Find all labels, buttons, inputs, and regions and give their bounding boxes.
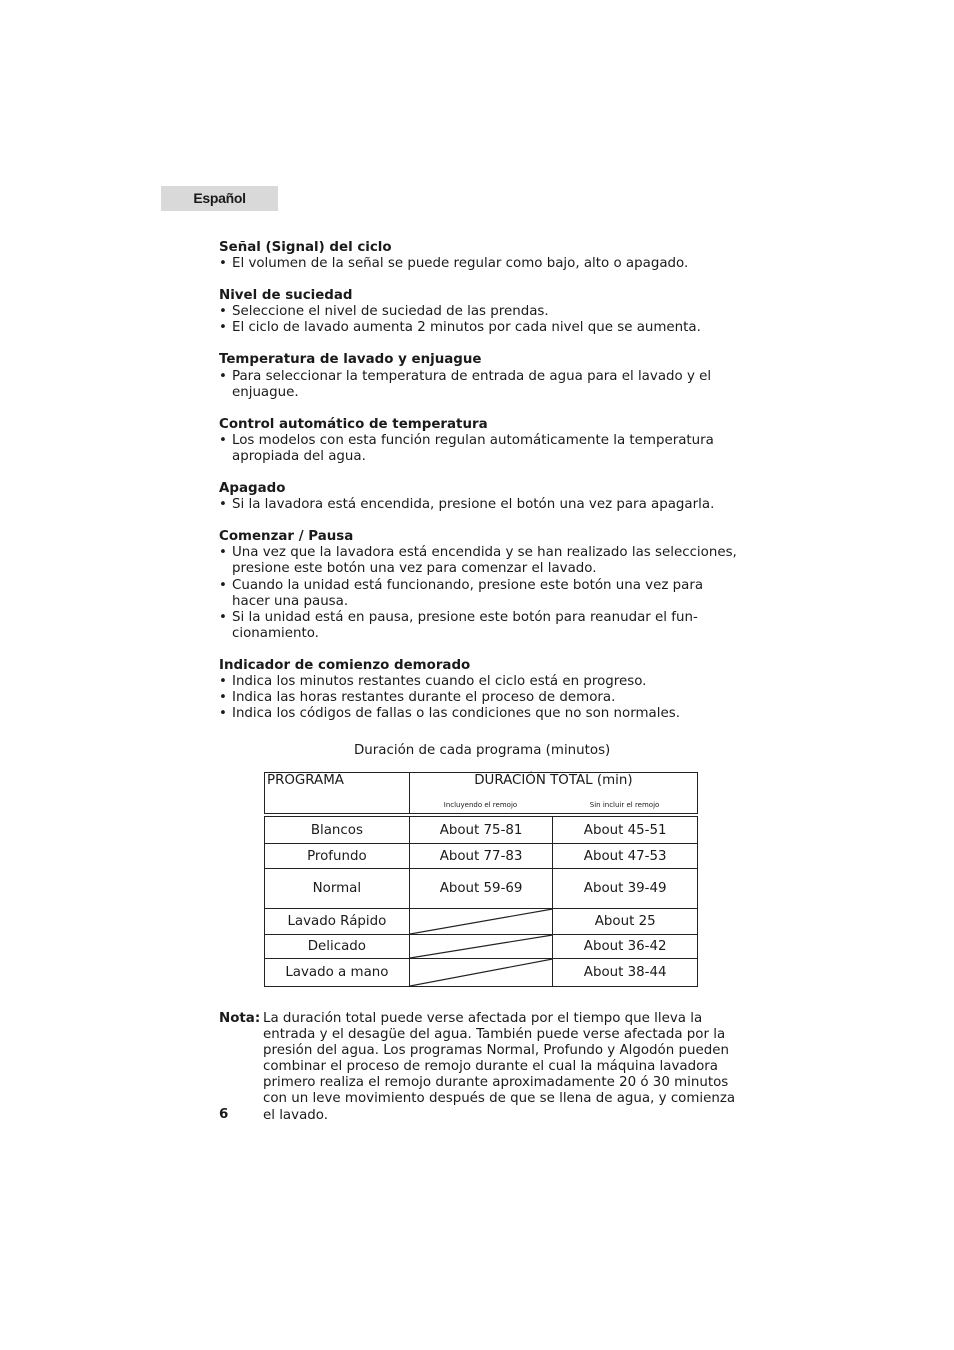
- header-duration-title: DURACIÓN TOTAL (min): [474, 773, 633, 788]
- program-cell: Lavado Rápido: [265, 909, 410, 935]
- diagonal-strike: [410, 909, 553, 934]
- without-soak-cell: About 45-51: [553, 817, 698, 844]
- bullet-item: • Cuando la unidad está funcionando, presione este botón una vez para hacer una pausa.: [219, 578, 739, 610]
- section-title: Nivel de suciedad: [219, 288, 353, 304]
- section-title: Indicador de comienzo demorado: [219, 657, 471, 673]
- with-soak-cell: About 77-83: [409, 844, 553, 869]
- diagonal-strike: [410, 935, 553, 958]
- note-block: [219, 1011, 739, 1124]
- with-soak-cell: About 59-69: [409, 869, 553, 909]
- section-title: Apagado: [219, 481, 286, 497]
- without-soak-cell: About 36-42: [553, 935, 698, 959]
- section-title: Control automático de temperatura: [219, 416, 488, 432]
- note-label: Nota:: [219, 1011, 261, 1026]
- bullet-item: • Los modelos con esta función regulan automáticamente la temperatura apropiada del agua.: [219, 433, 739, 465]
- table-caption: Duración de cada programa (minutos): [354, 743, 611, 758]
- without-soak-cell: About 39-49: [553, 869, 698, 909]
- header-duration: [409, 773, 697, 814]
- bullet-item: • Si la unidad está en pausa, presione este botón para reanudar el fun- cionamiento.: [219, 610, 739, 642]
- page-number: 6: [219, 1107, 229, 1122]
- settings-description: [219, 240, 739, 738]
- section-title: Comenzar / Pausa: [219, 529, 354, 545]
- note-text: La duración total puede verse afectada por el tiempo que lleva la entrada y el desagüe del agua. También puede verse afectada por la presión del agua. Los programas Normal, Profundo y Algodón pueden combinar el proceso de remojo durante el cual la máquina lavadora primero realiza el remojo durante aproximadamente 20 ó 30 minutos con un leve movimiento después de que se llena de agua, y comienza el lavado.: [263, 1011, 736, 1123]
- without-soak-cell: About 38-44: [553, 959, 698, 987]
- not-applicable-cell: [409, 959, 553, 987]
- bullet-item: • Indica los códigos de fallas o las condiciones que no son normales.: [219, 706, 739, 722]
- section-soil-level: [219, 288, 739, 336]
- section-auto-temp: [219, 417, 739, 465]
- table-row: [265, 935, 698, 959]
- bullet-item: • Indica los minutos restantes cuando el ciclo está en progreso.: [219, 674, 739, 690]
- not-applicable-cell: [409, 935, 553, 959]
- bullet-item: • Seleccione el nivel de suciedad de las prendas.: [219, 304, 739, 320]
- bullet-item: • Para seleccionar la temperatura de entrada de agua para el lavado y el enjuague.: [219, 369, 739, 401]
- bullet-item: • El ciclo de lavado aumenta 2 minutos por cada nivel que se aumenta.: [219, 320, 739, 336]
- section-power-off: [219, 481, 739, 513]
- section-delay-indicator: [219, 658, 739, 722]
- program-cell: Delicado: [265, 935, 410, 959]
- language-tab: Español: [161, 186, 278, 211]
- without-soak-cell: About 25: [553, 909, 698, 935]
- table-header-row: [265, 773, 698, 814]
- bullet-item: • Indica las horas restantes durante el proceso de demora.: [219, 690, 739, 706]
- program-cell: Profundo: [265, 844, 410, 869]
- table-row: [265, 959, 698, 987]
- bullet-item: • Si la lavadora está encendida, presione el botón una vez para apagarla.: [219, 497, 739, 513]
- not-applicable-cell: [409, 909, 553, 935]
- table-row: [265, 909, 698, 935]
- bullet-item: • Una vez que la lavadora está encendida y se han realizado las selecciones, presione este botón una vez para comenzar el lavado.: [219, 545, 739, 577]
- program-cell: Normal: [265, 869, 410, 909]
- section-start-pause: [219, 529, 739, 642]
- section-temperature: [219, 352, 739, 400]
- bullet-item: • El volumen de la señal se puede regular como bajo, alto o apagado.: [219, 256, 739, 272]
- program-duration-table: [264, 772, 698, 987]
- program-cell: Lavado a mano: [265, 959, 410, 987]
- header-program: PROGRAMA: [265, 773, 410, 814]
- section-title: Señal (Signal) del ciclo: [219, 240, 392, 255]
- header-sub-with-soak: Incluyendo el remojo: [443, 801, 518, 809]
- section-signal: [219, 240, 739, 272]
- with-soak-cell: About 75-81: [409, 817, 553, 844]
- table-row: [265, 817, 698, 844]
- without-soak-cell: About 47-53: [553, 844, 698, 869]
- diagonal-strike: [410, 959, 553, 986]
- header-sub-without-soak: Sin incluir el remojo: [589, 801, 660, 809]
- table-row: [265, 844, 698, 869]
- program-cell: Blancos: [265, 817, 410, 844]
- table-row: [265, 869, 698, 909]
- section-title: Temperatura de lavado y enjuague: [219, 352, 482, 368]
